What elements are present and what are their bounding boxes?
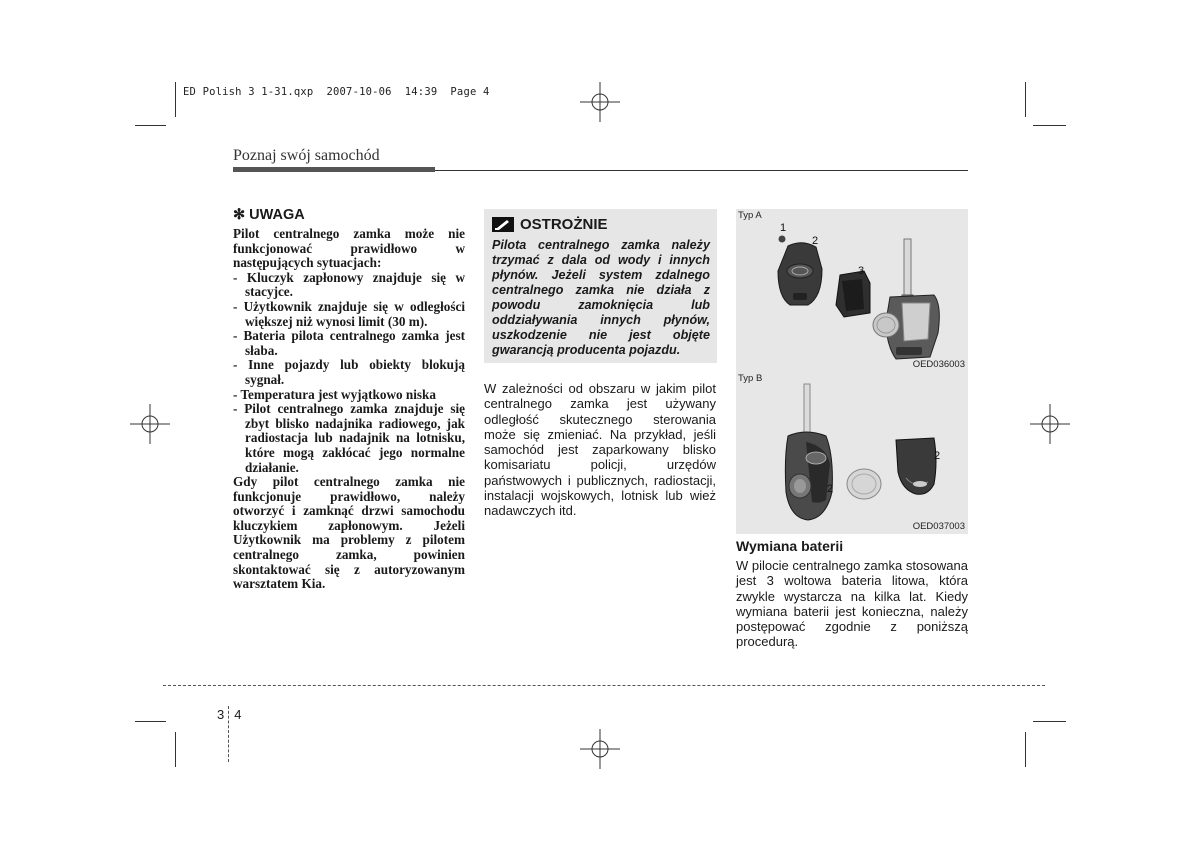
list-item: - Pilot centralnego zamka znajduje się zbyt blisko nadajnika radiowego, jak radiostacja lub nadajnik na lotnisku, które mogą zakłócać jego normalne działanie. [233, 401, 465, 475]
note-heading-label: UWAGA [249, 207, 305, 223]
callout-number: 1 [780, 222, 787, 234]
list-item: - Użytkownik znajduje się w odległości większej niż wynosi limit (30 m). [233, 298, 465, 329]
caution-icon [492, 217, 514, 232]
slug-date: 2007-10-06 [326, 86, 392, 98]
callout-number: 2 [827, 483, 834, 495]
footer-rule [163, 685, 1045, 686]
list-item: - Temperatura jest wyjątkowo niska [233, 386, 436, 402]
crop-mark [1025, 82, 1026, 117]
section-title: Poznaj swój samochód [233, 147, 380, 164]
caution-body: Pilota centralnego zamka należy trzymać z dala od wody i innych płynów. Jeżeli system zdalnego centralnego zamka nie działa z powodu zamoknięcia lub oddziaływania innych płynów, uszkodzenie nie jest objęte gwarancją producenta pojazdu. [492, 238, 710, 357]
caution-box [484, 209, 717, 363]
figure-code: OED037003 [912, 521, 965, 532]
crop-mark [1025, 732, 1026, 767]
note-list [233, 271, 465, 475]
callout-number: 2 [934, 450, 941, 462]
crop-mark [135, 721, 166, 722]
list-item: - Inne pojazdy lub obiekty blokują sygnał. [233, 357, 465, 387]
caution-heading-label: OSTROŻNIE [520, 216, 608, 233]
chapter-number: 3 [217, 706, 225, 722]
callout-number: 3 [858, 265, 865, 277]
print-slug [183, 86, 490, 98]
figure-type-b [736, 372, 968, 534]
registration-mark-icon [578, 727, 622, 771]
note-block [233, 207, 465, 592]
asterisk-icon: ✻ [233, 207, 246, 223]
slug-file: ED Polish 3 1-31.qxp [183, 86, 314, 98]
remote-key-disassembly-illustration [736, 209, 968, 372]
crop-mark [1033, 721, 1066, 722]
registration-mark-icon [578, 80, 622, 124]
page-number [217, 686, 241, 742]
page-number-separator [228, 706, 230, 762]
crop-mark [175, 82, 176, 117]
note-intro: Pilot centralnego zamka może nie funkcjonować prawidłowo w następujących sytuacjach: [233, 226, 465, 271]
callout-number: 2 [812, 235, 819, 247]
registration-mark-icon [128, 402, 172, 446]
note-body [233, 227, 465, 592]
list-item: - Bateria pilota centralnego zamka jest słaba. [233, 328, 465, 358]
section-rule [435, 170, 968, 171]
figure-label: Typ A [738, 210, 762, 221]
figure-label: Typ B [738, 373, 763, 384]
page-number-value: 4 [234, 706, 242, 722]
range-paragraph: W zależności od obszaru w jakim pilot centralnego zamka jest używany odległość skutecznego sterowania może się zmieniać. Na przykład, jeśli samochód jest zaparkowany blisko komisariatu policji, urzędów państwowych i publicznych, radiostacji, instalacji wojskowych, lotnisk lub wież nadawczych itd. [484, 381, 716, 519]
slug-time: 14:39 [404, 86, 438, 98]
note-heading [233, 207, 465, 223]
crop-mark [1033, 125, 1066, 126]
figure-type-a [736, 209, 968, 372]
list-item: - Kluczyk zapłonowy znajduje się w stacyjce. [233, 269, 465, 300]
note-closing: Gdy pilot centralnego zamka nie funkcjonuje prawidłowo, należy otworzyć i zamknąć drzwi samochodu kluczykiem zapłonowym. Jeżeli Użytkownik ma problemy z pilotem centralnego zamka, powinien skontaktować się z autoryzowanym warsztatem Kia. [233, 474, 465, 592]
battery-paragraph: W pilocie centralnego zamka stosowana jest 3 woltowa bateria litowa, która zwykle wystarcza na kilka lat. Kiedy wymiana baterii jest konieczna, należy postępować zgodnie z poniższą procedurą. [736, 558, 968, 650]
crop-mark [135, 125, 166, 126]
slug-page: Page 4 [450, 86, 490, 98]
registration-mark-icon [1028, 402, 1072, 446]
caution-heading [492, 216, 608, 233]
figure-code: OED036003 [912, 359, 965, 370]
crop-mark [175, 732, 176, 767]
section-rule [233, 167, 435, 172]
battery-heading: Wymiana baterii [736, 538, 844, 554]
